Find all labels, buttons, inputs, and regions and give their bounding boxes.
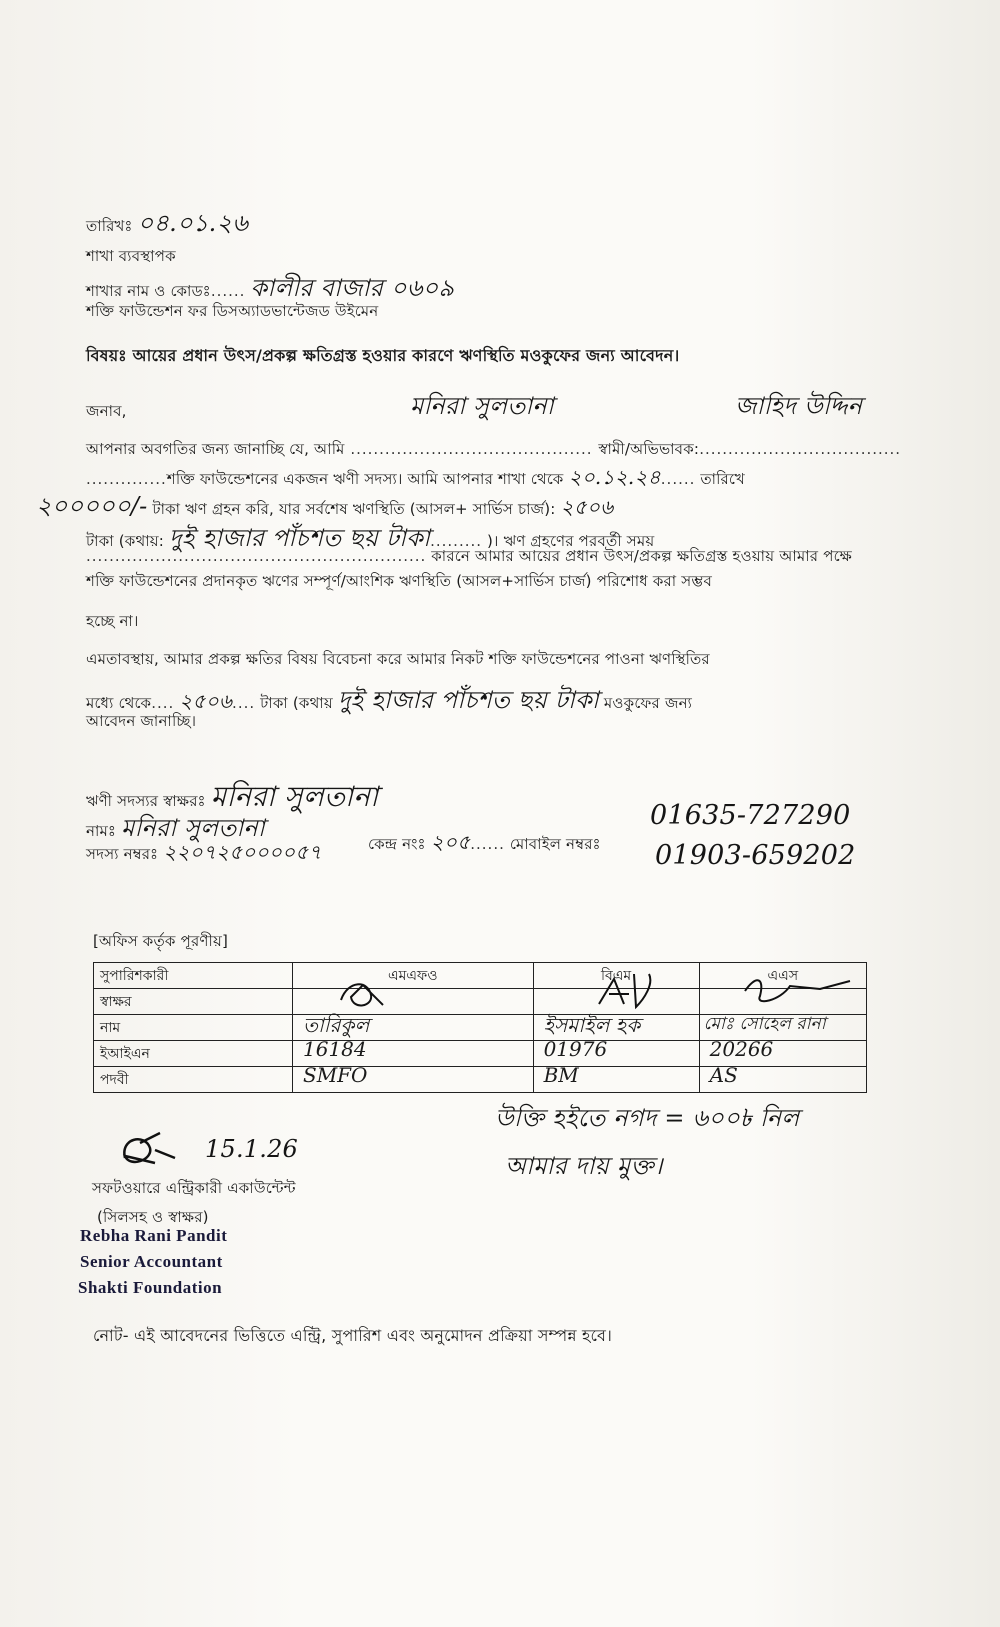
as-ein: 20266 [709, 1037, 774, 1061]
branch-value: কালীর বাজার ০৬০৯ [250, 274, 455, 302]
member-sign-label: ঋণী সদস্যর স্বাক্ষরঃ [86, 792, 206, 810]
row-label: নাম [94, 1015, 293, 1041]
body-line-4-text: টাকা (কথায়: [86, 532, 165, 550]
as-designation: AS [709, 1063, 738, 1087]
signature-mark [740, 971, 860, 1011]
row-label: পদবী [94, 1067, 293, 1093]
waive-words-handwritten: দুই হাজার পাঁচশত ছয় টাকা [337, 686, 599, 714]
table-header-cell: এমএফও [293, 963, 534, 989]
row-label: ইআইএন [94, 1041, 293, 1067]
table-cell [293, 1063, 534, 1093]
member-number-handwritten: ২২০৭২৫০০০০৫৭ [163, 840, 322, 864]
subject: বিষয়ঃ আয়ের প্রধান উৎস/প্রকল্প ক্ষতিগ্রস্ত হওয়ার কারণে ঋণস্থিতি মওকুফের জন্য আবেদন। [86, 346, 680, 365]
center-line: কেন্দ্র নংঃ ২০৫...... মোবাইল নম্বরঃ [368, 830, 601, 854]
body-line-4: টাকা (কথায়: দুই হাজার পাঁচশত ছয় টাকা......... )। ঋণ গ্রহণের পরবর্তী সময় [86, 524, 655, 552]
loan-amount-handwritten: ২০০০০০/- [36, 492, 148, 520]
body-line-5: ........................................................... কারনে আমার আয়ের প্রধান উৎস/প্রকল্প ক্ষতিগ্রস্ত হওয়ায় আমার পক্ষে [86, 547, 852, 565]
handwritten-note-line-2: আমার দায় মুক্ত। [505, 1152, 663, 1180]
signature-mark [594, 969, 664, 1014]
row-label: স্বাক্ষর [94, 989, 293, 1015]
body-line-2: ..............শক্তি ফাউন্ডেশনের একজন ঋণী সদস্য। আমি আপনার শাখা থেকে ২০.১২.২৪...... তারিখে [86, 465, 745, 489]
member-number-label: সদস্য নম্বরঃ [86, 845, 159, 863]
body-line-6: শক্তি ফাউন্ডেশনের প্রদানকৃত ঋণের সম্পূর্ণ/আংশিক ঋণস্থিতি (আসল+সার্ভিস চার্জ) পরিশোধ করা সম্ভব [86, 572, 713, 590]
table-header-cell: এএস [699, 963, 866, 989]
mobile-1-handwritten: 01635-727290 [650, 800, 851, 831]
stamp-title: Senior Accountant [80, 1252, 223, 1271]
para2-line-2: মধ্যে থেকে.... ২৫০৬.... টাকা (কথায় দুই হাজার পাঁচশত ছয় টাকা মওকুফের জন্য [86, 686, 693, 714]
office-section-title: [অফিস কর্তৃক পূরণীয়] [93, 932, 229, 950]
balance-handwritten: ২৫০৬ [560, 495, 614, 519]
center-label: কেন্দ্র নংঃ [368, 835, 426, 853]
org-line: শক্তি ফাউন্ডেশন ফর ডিসঅ্যাডভান্টেজড উইমেন [86, 302, 379, 320]
accountant-role: সফটওয়ারে এন্ট্রিকারী একাউন্টেন্ট [92, 1179, 296, 1197]
para2-line-2-b: টাকা (কথায় [260, 694, 333, 712]
member-name-label: নামঃ [86, 822, 117, 840]
para2-line-2-a: মধ্যে থেকে [86, 694, 152, 712]
body-line-2-suffix: তারিখে [700, 470, 745, 488]
accountant-signature [115, 1128, 185, 1178]
recommendation-table [93, 962, 867, 1093]
member-number-line [86, 838, 322, 871]
accountant-date-handwritten: 15.1.26 [205, 1135, 299, 1163]
as-name: মোঃ সোহেল রানা [703, 1014, 826, 1034]
waive-amount-handwritten: ২৫০৬ [179, 689, 233, 713]
stamp-org: Shakti Foundation [78, 1278, 223, 1297]
addressee: শাখা ব্যবস্থাপক [86, 247, 176, 265]
body-line-2-text: শক্তি ফাউন্ডেশনের একজন ঋণী সদস্য। আমি আপনার শাখা থেকে [166, 470, 564, 488]
body-line-7: হচ্ছে না। [86, 612, 139, 630]
body-line-1-text: আপনার অবগতির জন্য জানাচ্ছি যে, আমি [86, 440, 345, 458]
table-row [94, 1067, 867, 1093]
guardian-handwritten: জাহিদ উদ্দিন [735, 392, 863, 420]
bm-designation: BM [543, 1063, 579, 1087]
footer-note: নোট- এই আবেদনের ভিত্তিতে এন্ট্রি, সুপারিশ এবং অনুমোদন প্রক্রিয়া সম্পন্ন হবে। [93, 1326, 613, 1345]
mfo-designation: SMFO [303, 1063, 368, 1087]
stamp-name: Rebha Rani Pandit [80, 1226, 228, 1245]
accountant-seal-note: (সিলসহ ও স্বাক্ষর) [97, 1208, 209, 1226]
mobile-label: মোবাইল নম্বরঃ [509, 835, 601, 853]
date-label: তারিখঃ [86, 217, 133, 235]
bm-name: ইসমাইল হক [543, 1013, 641, 1037]
mfo-ein: 16184 [303, 1037, 367, 1061]
para2-line-2-c: মওকুফের জন্য [603, 694, 693, 712]
body-line-1: আপনার অবগতির জন্য জানাচ্ছি যে, আমি .......................................... স্বামী/অভিভাবক:................................... [86, 440, 902, 458]
table-header-cell: বিএম [533, 963, 699, 989]
amount-words-handwritten: দুই হাজার পাঁচশত ছয় টাকা [169, 524, 431, 552]
center-handwritten: ২০৫ [430, 830, 471, 854]
table-cell [533, 1063, 699, 1093]
body-line-4-suffix: )। ঋণ গ্রহণের পরবর্তী সময় [487, 532, 655, 550]
body-line-3-text: টাকা ঋণ গ্রহন করি, যার সর্বশেষ ঋণস্থিতি (আসল+ সার্ভিস চার্জ): [152, 500, 556, 518]
signature-mark [333, 975, 393, 1015]
date-value: ০৪.০১.২৬ [137, 209, 249, 237]
handwritten-note-line-1: উক্তি হইতে নগদ = ৬০০৳ নিল [495, 1104, 800, 1132]
mobile-2-handwritten: 01903-659202 [655, 840, 856, 871]
mfo-name: তারিকুল [303, 1013, 370, 1037]
branch-label: শাখার নাম ও কোডঃ [86, 282, 211, 300]
date-line [86, 205, 248, 245]
table-header-cell: সুপারিশকারী [94, 963, 293, 989]
guardian-label: স্বামী/অভিভাবক: [598, 440, 700, 458]
table-row [94, 1041, 867, 1067]
member-name-handwritten: মনিরা সুলতানা [121, 814, 265, 842]
para2-line-3: আবেদন জানাচ্ছি। [86, 712, 197, 730]
bm-ein: 01976 [543, 1037, 608, 1061]
loan-date-handwritten: ২০.১২.২৪ [568, 465, 661, 489]
table-cell [699, 1063, 866, 1093]
member-signature: মনিরা সুলতানা [210, 780, 379, 813]
para2-line-1: এমতাবস্থায়, আমার প্রকল্প ক্ষতির বিষয় বিবেচনা করে আমার নিকট শক্তি ফাউন্ডেশনের পাওনা ঋণস্থিতির [86, 650, 710, 668]
applicant-name-handwritten: মনিরা সুলতানা [410, 392, 554, 420]
body-line-5-text: কারনে আমার আয়ের প্রধান উৎস/প্রকল্প ক্ষতিগ্রস্ত হওয়ায় আমার পক্ষে [431, 547, 852, 565]
salutation: জনাব, [86, 402, 127, 420]
branch-line: শাখার নাম ও কোডঃ...... কালীর বাজার ০৬০৯ [86, 274, 455, 302]
